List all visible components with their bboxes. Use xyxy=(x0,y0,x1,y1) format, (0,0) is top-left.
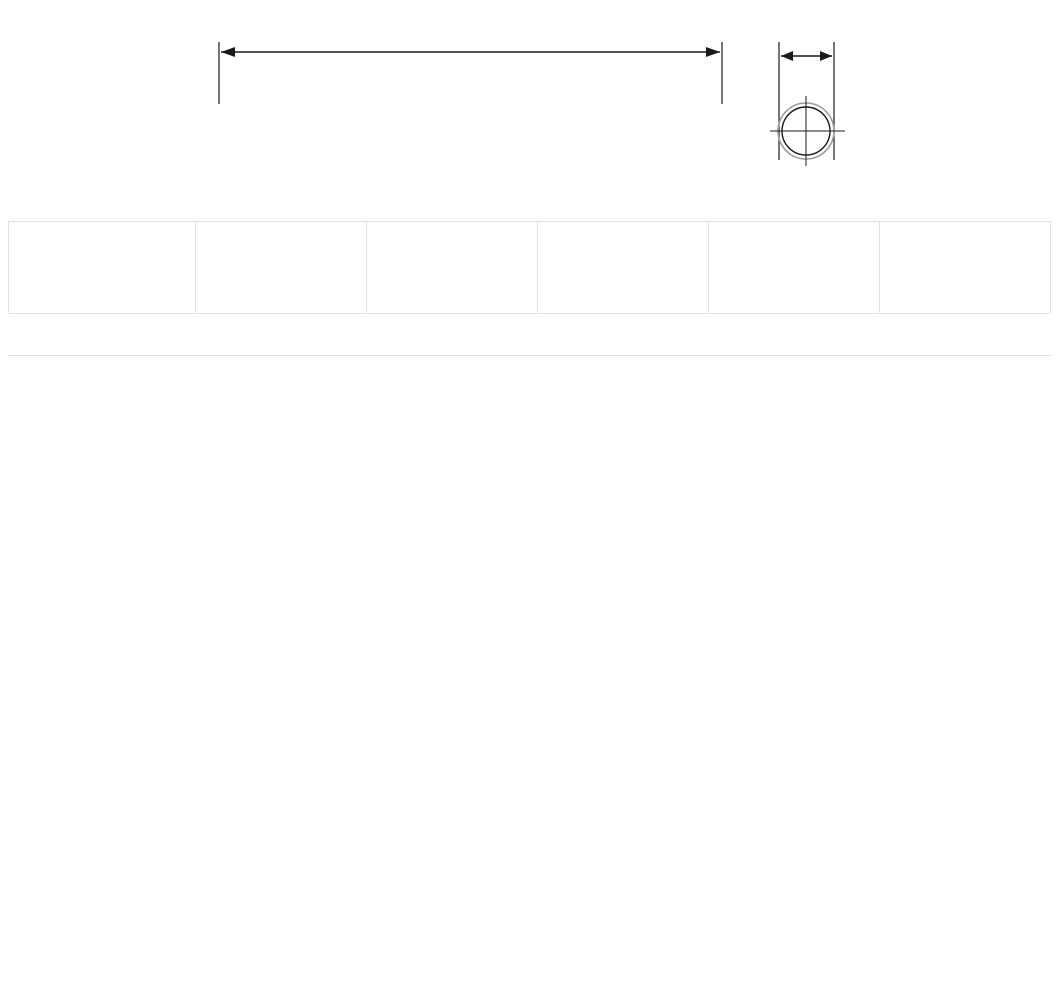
header-pitch xyxy=(367,222,538,314)
header-length xyxy=(538,222,709,314)
header-breaking-force xyxy=(709,222,880,314)
diameter-arrow-left-icon xyxy=(781,51,793,61)
header-weight xyxy=(880,222,1051,314)
length-arrow-left-icon xyxy=(221,47,235,57)
table-header-row xyxy=(9,222,1051,314)
header-designation xyxy=(9,222,196,314)
threaded-rod-drawing xyxy=(0,0,1063,200)
length-arrow-right-icon xyxy=(706,47,720,57)
header-thread-d xyxy=(196,222,367,314)
table-spacer-row xyxy=(9,314,1051,356)
spacer-cell xyxy=(9,314,1051,356)
spec-table xyxy=(8,221,1051,356)
diameter-arrow-right-icon xyxy=(820,51,832,61)
